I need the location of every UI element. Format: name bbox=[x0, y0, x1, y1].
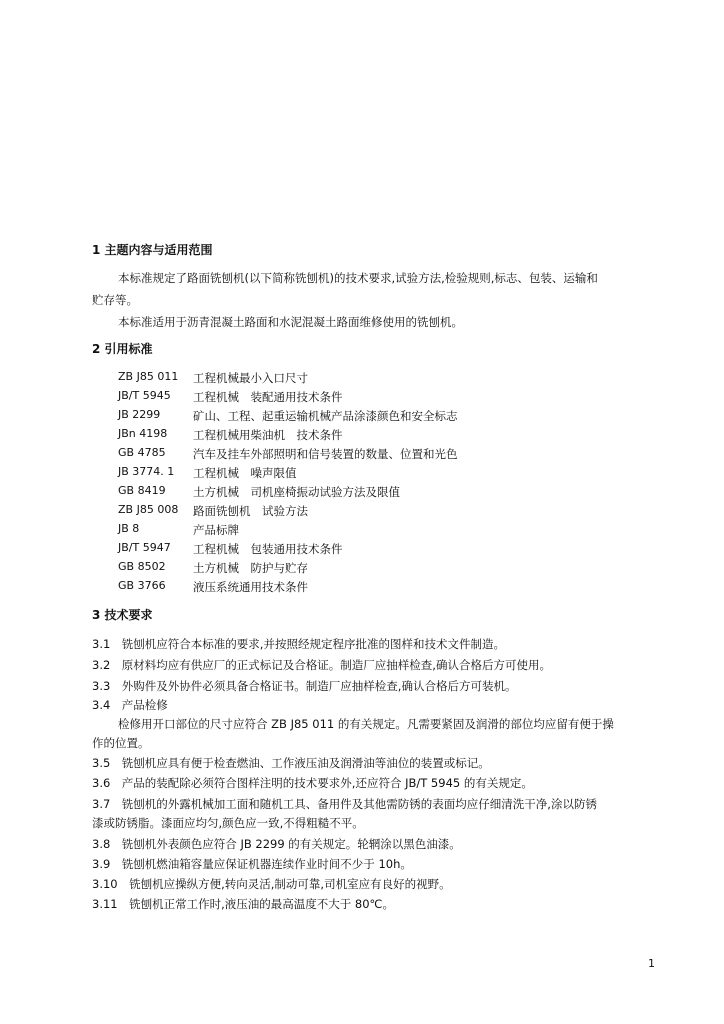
reference-code: ZB J85 008 bbox=[118, 503, 179, 516]
reference-code: JB 3774. 1 bbox=[118, 465, 175, 478]
section-2-heading: 2 引用标准 bbox=[92, 342, 153, 356]
reference-title: 土方机械 防护与贮存 bbox=[193, 561, 308, 575]
reference-code: ZB J85 011 bbox=[118, 370, 179, 383]
clause-3-4-line-1: 检修用开口部位的尺寸应符合 ZB J85 011 的有关规定。凡需要紧固及润滑的部位均应留有便于操 bbox=[118, 717, 614, 731]
reference-title: 工程机械最小入口尺寸 bbox=[193, 371, 308, 385]
reference-title: 工程机械 噪声限值 bbox=[193, 466, 297, 480]
clause-3-7-line-1: 3.7 铣刨机的外露机械加工面和随机工具、备用件及其他需防锈的表面均应仔细清洗干净,涂以防锈 bbox=[92, 797, 597, 811]
clause-3-2: 3.2 原材料均应有供应厂的正式标记及合格证。制造厂应抽样检查,确认合格后方可使用。 bbox=[92, 658, 551, 672]
reference-title: 工程机械 装配通用技术条件 bbox=[193, 390, 343, 404]
reference-code: JB/T 5947 bbox=[118, 541, 171, 554]
reference-title: 土方机械 司机座椅振动试验方法及限值 bbox=[193, 485, 400, 499]
reference-title: 路面铣刨机 试验方法 bbox=[193, 504, 308, 518]
clause-3-6: 3.6 产品的装配除必须符合图样注明的技术要求外,还应符合 JB/T 5945 的有关规定。 bbox=[92, 776, 533, 790]
clause-3-4-title: 3.4 产品检修 bbox=[92, 698, 168, 712]
clause-3-3: 3.3 外购件及外协件必须具备合格证书。制造厂应抽样检查,确认合格后方可装机。 bbox=[92, 679, 517, 693]
reference-code: GB 3766 bbox=[118, 579, 166, 592]
reference-title: 工程机械 包装通用技术条件 bbox=[193, 542, 343, 556]
clause-3-8: 3.8 铣刨机外表颜色应符合 JB 2299 的有关规定。轮辋涂以黑色油漆。 bbox=[92, 837, 461, 851]
clause-3-1: 3.1 铣刨机应符合本标准的要求,并按照经规定程序批准的图样和技术文件制造。 bbox=[92, 637, 505, 651]
section-1-paragraph-1-line-1: 本标准规定了路面铣刨机(以下简称铣刨机)的技术要求,试验方法,检验规则,标志、包装、运输和 bbox=[118, 271, 598, 285]
reference-code: JB/T 5945 bbox=[118, 389, 171, 402]
reference-title: 产品标牌 bbox=[193, 523, 239, 537]
reference-title: 汽车及挂车外部照明和信号装置的数量、位置和光色 bbox=[193, 447, 458, 461]
clause-3-11: 3.11 铣刨机正常工作时,液压油的最高温度不大于 80℃。 bbox=[92, 897, 394, 911]
clause-3-10: 3.10 铣刨机应操纵方便,转向灵活,制动可靠,司机室应有良好的视野。 bbox=[92, 877, 451, 891]
section-1-paragraph-2: 本标准适用于沥青混凝土路面和水泥混凝土路面维修使用的铣刨机。 bbox=[118, 315, 463, 329]
section-1-paragraph-1-line-2: 贮存等。 bbox=[92, 293, 138, 307]
clause-3-9: 3.9 铣刨机燃油箱容量应保证机器连续作业时间不少于 10h。 bbox=[92, 857, 412, 871]
section-1-heading: 1 主题内容与适用范围 bbox=[92, 243, 213, 257]
page-number: 1 bbox=[648, 957, 655, 970]
clause-3-4-line-2: 作的位置。 bbox=[92, 736, 150, 750]
clause-3-5: 3.5 铣刨机应具有便于检查燃油、工作液压油及润滑油等油位的装置或标记。 bbox=[92, 756, 490, 770]
reference-code: GB 8502 bbox=[118, 560, 166, 573]
reference-code: GB 8419 bbox=[118, 484, 166, 497]
reference-code: GB 4785 bbox=[118, 446, 166, 459]
reference-code: JB 2299 bbox=[118, 408, 161, 421]
reference-code: JB 8 bbox=[118, 522, 140, 535]
reference-title: 工程机械用柴油机 技术条件 bbox=[193, 428, 343, 442]
section-3-heading: 3 技术要求 bbox=[92, 608, 153, 622]
reference-title: 液压系统通用技术条件 bbox=[193, 580, 308, 594]
reference-title: 矿山、工程、起重运输机械产品涂漆颜色和安全标志 bbox=[193, 409, 458, 423]
reference-code: JBn 4198 bbox=[118, 427, 168, 440]
clause-3-7-line-2: 漆或防锈脂。漆面应均匀,颜色应一致,不得粗糙不平。 bbox=[92, 816, 364, 830]
